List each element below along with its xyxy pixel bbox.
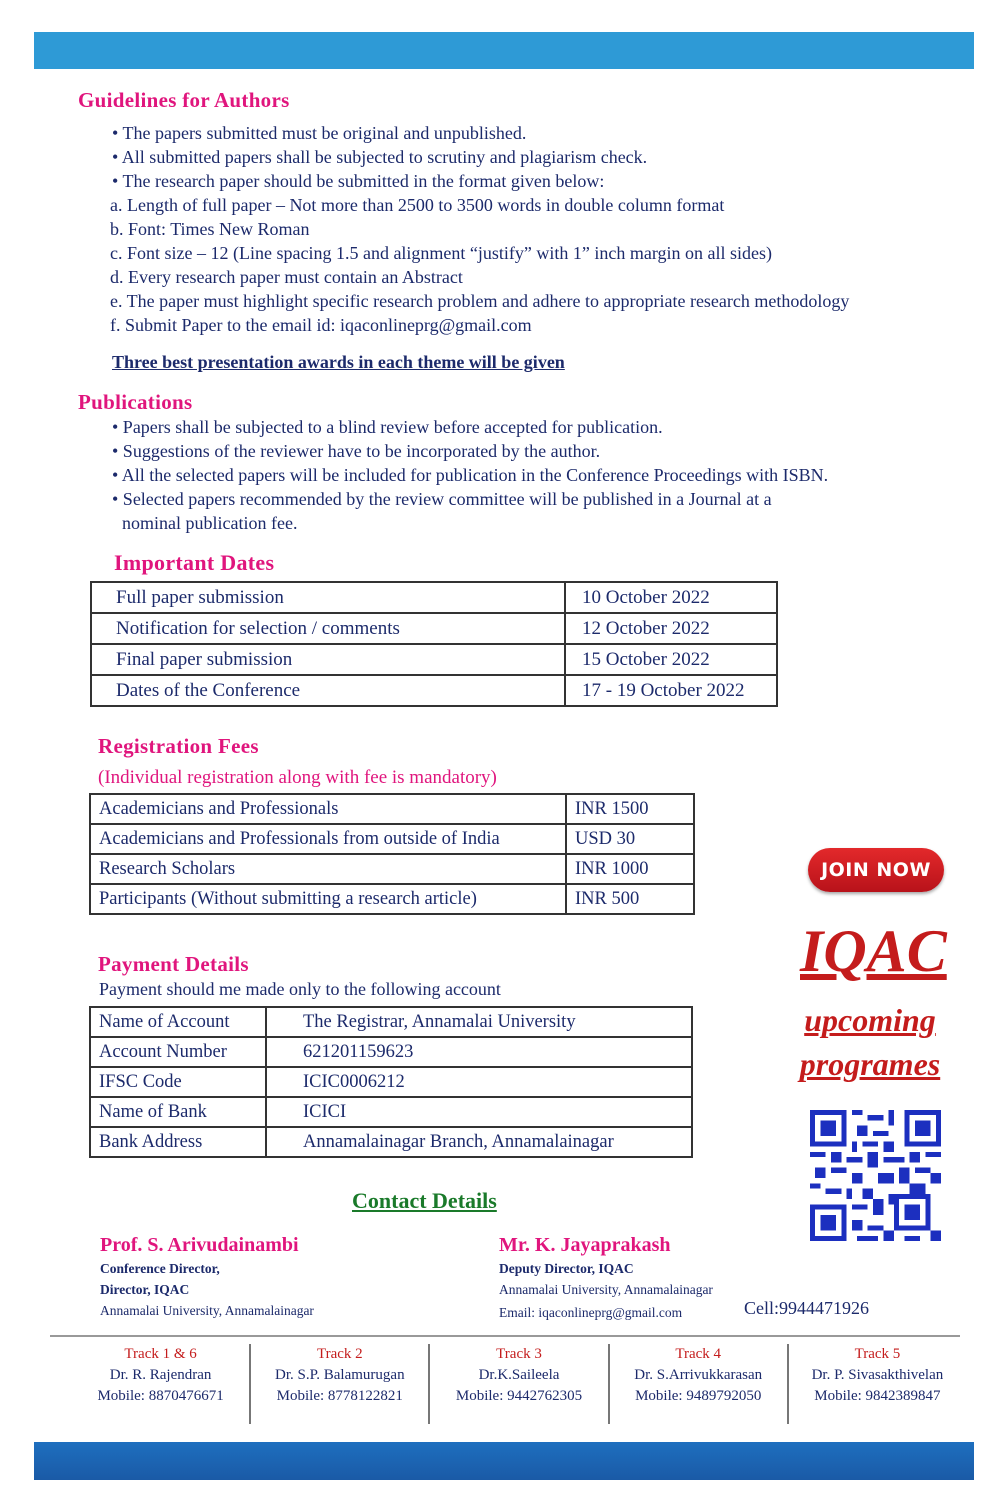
- contact-org: Annamalai University, Annamalainagar: [499, 1282, 713, 1297]
- publications-heading: Publications: [78, 390, 193, 414]
- payment-field: Bank Address: [90, 1127, 266, 1157]
- payment-value: The Registrar, Annamalai University: [266, 1007, 692, 1037]
- award-note: Three best presentation awards in each theme will be given: [112, 352, 565, 372]
- table-row: [90, 1097, 692, 1127]
- payment-table: [89, 1006, 693, 1158]
- track-coordinator: Dr. S.P. Balamurugan: [275, 1367, 405, 1383]
- guideline-item: • The research paper should be submitted in the format given below:: [112, 171, 605, 191]
- divider: [50, 1335, 960, 1337]
- payment-field: IFSC Code: [90, 1067, 266, 1097]
- table-row: [90, 794, 694, 824]
- guideline-item: c. Font size – 12 (Line spacing 1.5 and alignment “justify” with 1” inch margin on all sides): [110, 243, 773, 263]
- table-row: [90, 1127, 692, 1157]
- iqac-promo-title[interactable]: IQAC: [800, 918, 947, 984]
- track-label: Track 1 & 6: [124, 1346, 197, 1362]
- contact-name: Prof. S. Arivudainambi: [100, 1234, 299, 1256]
- fee-category: Research Scholars: [90, 854, 566, 884]
- track-coordinator: Dr. S.Arrivukkarasan: [634, 1367, 763, 1383]
- track-column: [608, 1344, 787, 1424]
- guideline-item: a. Length of full paper – Not more than 2500 to 3500 words in double column format: [110, 195, 725, 215]
- contact-person-1: [100, 1232, 314, 1321]
- fees-heading: Registration Fees: [98, 734, 259, 758]
- table-row: [91, 613, 777, 644]
- payment-value: Annamalainagar Branch, Annamalainagar: [266, 1127, 692, 1157]
- contact-role: Deputy Director, IQAC: [499, 1261, 634, 1276]
- dates-table: [90, 581, 778, 707]
- promo-line: upcoming: [804, 1002, 936, 1038]
- publication-item: nominal publication fee.: [122, 513, 298, 533]
- track-mobile: Mobile: 8778122821: [276, 1388, 403, 1404]
- table-row: [90, 884, 694, 914]
- publication-item: • Papers shall be subjected to a blind review before accepted for publication.: [112, 417, 663, 437]
- contact-name: Mr. K. Jayaprakash: [499, 1234, 671, 1256]
- upcoming-programmes-link[interactable]: [780, 998, 960, 1086]
- bottom-banner-bar: [34, 1442, 974, 1480]
- fee-category: Academicians and Professionals: [90, 794, 566, 824]
- date-value: 12 October 2022: [565, 613, 777, 644]
- contact-heading: Contact Details: [352, 1188, 497, 1213]
- track-label: Track 5: [854, 1346, 901, 1362]
- guideline-item: • All submitted papers shall be subjected to scrutiny and plagiarism check.: [112, 147, 648, 167]
- track-label: Track 3: [496, 1346, 542, 1362]
- track-mobile: Mobile: 9489792050: [635, 1388, 762, 1404]
- date-value: 10 October 2022: [565, 582, 777, 613]
- track-mobile: Mobile: 9842389847: [814, 1388, 941, 1404]
- payment-value: ICIC0006212: [266, 1067, 692, 1097]
- publications-list: [112, 415, 828, 535]
- dates-heading: Important Dates: [114, 550, 275, 575]
- date-value: 17 - 19 October 2022: [565, 675, 777, 706]
- track-column: [72, 1344, 249, 1424]
- table-row: [90, 1037, 692, 1067]
- table-row: [90, 1007, 692, 1037]
- contact-email[interactable]: Email: iqaconlineprg@gmail.com: [499, 1305, 683, 1320]
- top-banner-bar: [34, 32, 974, 69]
- track-column: [787, 1344, 966, 1424]
- contact-role: Director, IQAC: [100, 1282, 190, 1297]
- payment-note: Payment should me made only to the following account: [99, 979, 501, 999]
- payment-field: Account Number: [90, 1037, 266, 1067]
- publication-item: • All the selected papers will be included for publication in the Conference Proceedings with ISBN.: [112, 465, 829, 485]
- guidelines-heading: Guidelines for Authors: [78, 88, 290, 112]
- date-value: 15 October 2022: [565, 644, 777, 675]
- table-row: [91, 582, 777, 613]
- track-coordinators: [72, 1344, 966, 1424]
- guideline-item: e. The paper must highlight specific research problem and adhere to appropriate research methodology: [110, 291, 850, 311]
- track-coordinator: Dr. R. Rajendran: [109, 1367, 212, 1383]
- track-mobile: Mobile: 8870476671: [97, 1388, 224, 1404]
- guideline-item: f. Submit Paper to the email id: iqaconlineprg@gmail.com: [110, 315, 532, 335]
- fees-table: [89, 793, 695, 915]
- guideline-item: • The papers submitted must be original and unpublished.: [112, 123, 527, 143]
- track-coordinator: Dr. P. Sivasakthivelan: [811, 1367, 944, 1383]
- join-now-button[interactable]: JOIN NOW: [808, 848, 944, 892]
- track-column: [428, 1344, 607, 1424]
- track-coordinator: Dr.K.Saileela: [478, 1367, 560, 1383]
- qr-code-icon[interactable]: [810, 1110, 941, 1241]
- track-column: [249, 1344, 428, 1424]
- contact-person-2: [499, 1232, 713, 1323]
- track-label: Track 2: [316, 1346, 363, 1362]
- fee-category: Participants (Without submitting a research article): [90, 884, 566, 914]
- fee-amount: INR 1000: [566, 854, 694, 884]
- fee-amount: USD 30: [566, 824, 694, 854]
- track-label: Track 4: [675, 1346, 722, 1362]
- table-row: [90, 824, 694, 854]
- promo-line: programes: [799, 1046, 941, 1082]
- track-mobile: Mobile: 9442762305: [455, 1388, 583, 1404]
- payment-value: ICICI: [266, 1097, 692, 1127]
- table-row: [90, 1067, 692, 1097]
- publication-item: • Suggestions of the reviewer have to be incorporated by the author.: [112, 441, 601, 461]
- payment-heading: Payment Details: [98, 952, 249, 976]
- date-label: Full paper submission: [91, 582, 565, 613]
- date-label: Notification for selection / comments: [91, 613, 565, 644]
- fee-amount: INR 1500: [566, 794, 694, 824]
- table-row: [91, 675, 777, 706]
- payment-value: 621201159623: [266, 1037, 692, 1067]
- contact-org: Annamalai University, Annamalainagar: [100, 1303, 314, 1318]
- date-label: Dates of the Conference: [91, 675, 565, 706]
- fee-amount: INR 500: [566, 884, 694, 914]
- contact-cell: Cell:9944471926: [744, 1298, 869, 1318]
- guideline-item: b. Font: Times New Roman: [110, 219, 310, 239]
- fees-note: (Individual registration along with fee is mandatory): [98, 767, 497, 788]
- publication-item: • Selected papers recommended by the review committee will be published in a Journal at a: [112, 489, 772, 509]
- contact-role: Conference Director,: [100, 1261, 220, 1276]
- guideline-item: d. Every research paper must contain an Abstract: [110, 267, 463, 287]
- fee-category: Academicians and Professionals from outside of India: [90, 824, 566, 854]
- payment-field: Name of Bank: [90, 1097, 266, 1127]
- table-row: [90, 854, 694, 884]
- guidelines-list: [110, 121, 849, 337]
- payment-field: Name of Account: [90, 1007, 266, 1037]
- table-row: [91, 644, 777, 675]
- date-label: Final paper submission: [91, 644, 565, 675]
